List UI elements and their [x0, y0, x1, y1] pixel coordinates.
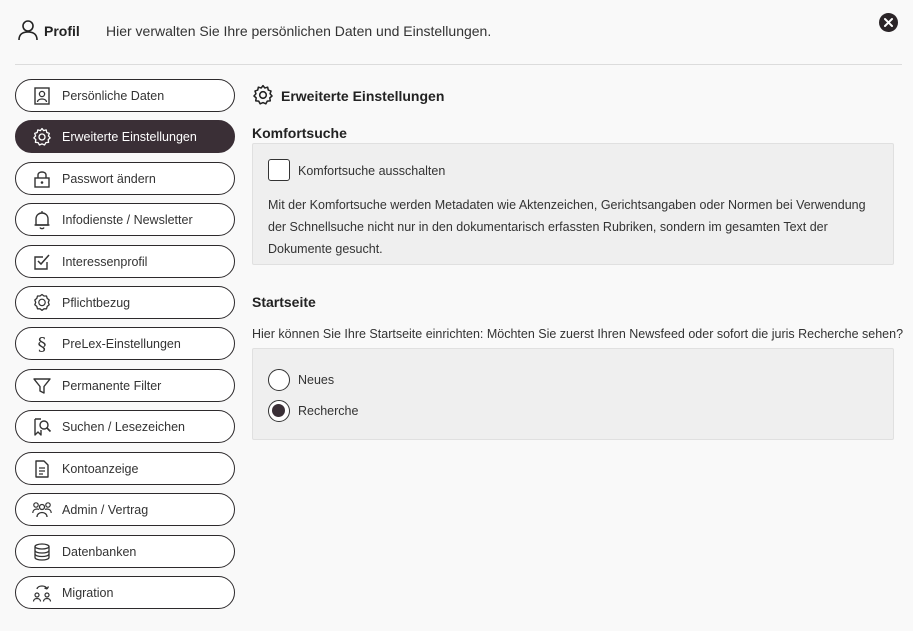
komfortsuche-heading: Komfortsuche [252, 125, 347, 141]
bell-icon [32, 210, 52, 230]
radio-recherche-label[interactable]: Recherche [298, 404, 359, 418]
contact-card-icon [32, 86, 52, 106]
sidebar-item-admin-vertrag[interactable] [15, 493, 235, 526]
sidebar-item-label: Erweiterte Einstellungen [62, 129, 197, 144]
komfortsuche-panel [252, 143, 894, 265]
checkbox-icon [32, 252, 52, 272]
sidebar-item-kontoanzeige[interactable] [15, 452, 235, 485]
sidebar-item-label: Persönliche Daten [62, 88, 165, 103]
sidebar-item-label: Pflichtbezug [62, 295, 131, 310]
user-icon [17, 19, 39, 41]
startseite-panel [252, 348, 894, 440]
sidebar-item-datenbanken[interactable] [15, 535, 235, 568]
search-bookmark-icon [32, 417, 52, 437]
gear-icon [32, 127, 52, 147]
sidebar-item-label: Admin / Vertrag [62, 502, 149, 517]
close-icon [879, 13, 898, 32]
sidebar-item-label: Infodienste / Newsletter [62, 212, 193, 227]
sidebar-item-suchen-lesezeichen[interactable] [15, 410, 235, 443]
sidebar-item-erweiterte-einstellungen[interactable] [15, 120, 235, 153]
paragraph-icon [32, 334, 52, 354]
database-icon [32, 542, 52, 562]
startseite-heading: Startseite [252, 294, 316, 310]
radio-recherche[interactable] [268, 400, 290, 422]
migration-icon [32, 583, 52, 603]
sidebar-item-label: Suchen / Lesezeichen [62, 419, 186, 434]
close-button[interactable] [879, 13, 898, 32]
page-subtitle: Hier verwalten Sie Ihre persönlichen Daten und Einstellungen. [106, 23, 492, 39]
header-divider [15, 64, 902, 65]
page-title: Profil [44, 23, 80, 39]
komfortsuche-checkbox-label[interactable]: Komfortsuche ausschalten [298, 164, 446, 178]
award-icon [32, 293, 52, 313]
sidebar-item-label: Migration [62, 585, 114, 600]
sidebar-item-label: Permanente Filter [62, 378, 162, 393]
sidebar-item-label: Datenbanken [62, 544, 137, 559]
sidebar-item-label: PreLex-Einstellungen [62, 336, 181, 351]
sidebar-item-label: Passwort ändern [62, 171, 156, 186]
sidebar-item-migration[interactable] [15, 576, 235, 609]
section-title: Erweiterte Einstellungen [281, 88, 445, 104]
lock-icon [32, 169, 52, 189]
sidebar-item-label: Kontoanzeige [62, 461, 139, 476]
header [0, 0, 913, 64]
radio-neues-label[interactable]: Neues [298, 373, 335, 387]
sidebar-item-infodienste[interactable] [15, 203, 235, 236]
startseite-intro: Hier können Sie Ihre Startseite einrichten: Möchten Sie zuerst Ihren Newsfeed oder sofort die juris Recherche sehen? [252, 327, 904, 341]
sidebar-item-passwort-aendern[interactable] [15, 162, 235, 195]
svg-text:§: § [37, 334, 47, 354]
sidebar-item-pflichtbezug[interactable] [15, 286, 235, 319]
komfortsuche-description: Mit der Komfortsuche werden Metadaten wie Aktenzeichen, Gerichtsangaben oder Normen bei Verwendung der Schnellsuche nicht nur in den dokumentarisch erfassten Rubriken, sondern im gesamten Text der Dokumente gesucht. [268, 198, 866, 256]
document-icon [32, 459, 52, 479]
komfortsuche-checkbox[interactable] [268, 159, 290, 181]
radio-neues[interactable] [268, 369, 290, 391]
sidebar-item-interessenprofil[interactable] [15, 245, 235, 278]
sidebar-item-prelex-einstellungen[interactable] [15, 327, 235, 360]
sidebar-item-label: Interessenprofil [62, 254, 148, 269]
filter-icon [32, 376, 52, 396]
gear-icon [252, 84, 274, 106]
sidebar-item-persoenliche-daten[interactable] [15, 79, 235, 112]
users-icon [32, 500, 52, 520]
sidebar-item-permanente-filter[interactable] [15, 369, 235, 402]
